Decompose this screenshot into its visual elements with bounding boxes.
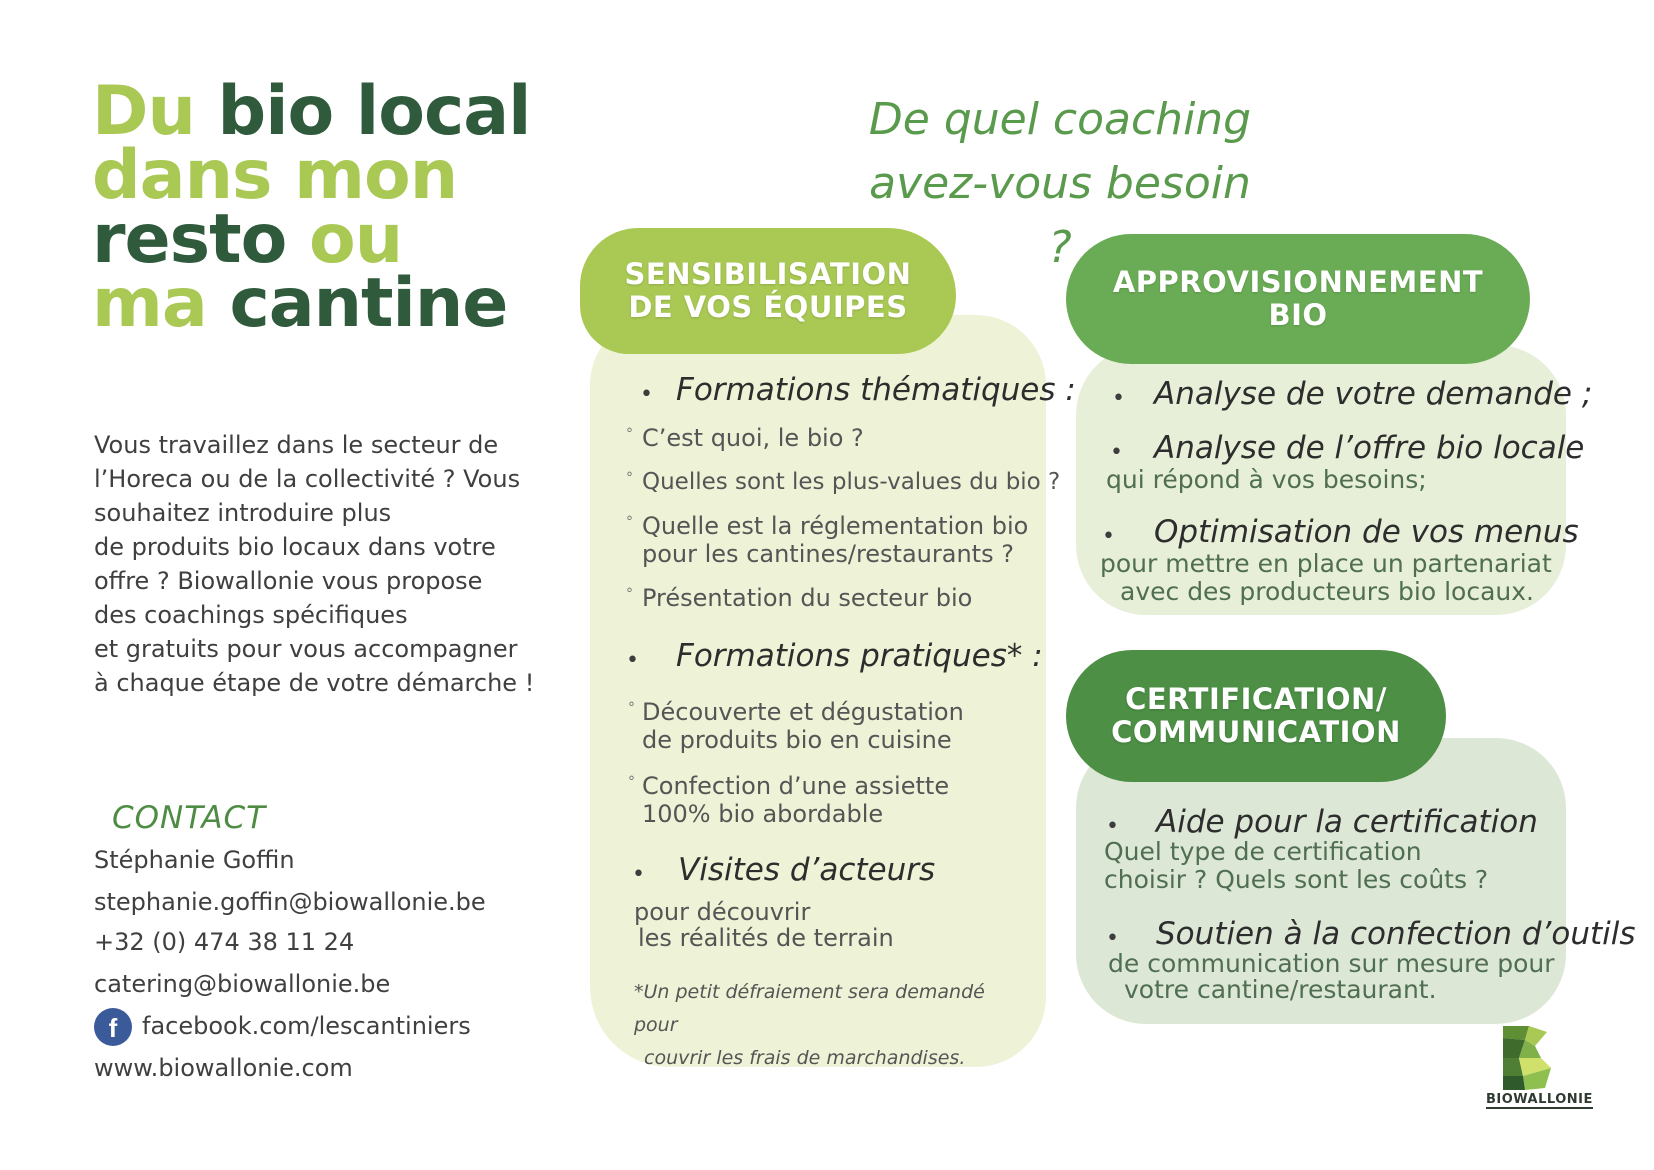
section1-item: pour les cantines/restaurants ? bbox=[642, 540, 1014, 568]
intro-line: de produits bio locaux dans votre bbox=[94, 533, 496, 561]
sub-marker: ° bbox=[628, 774, 635, 790]
contact-email-link[interactable]: stephanie.goffin@biowallonie.be bbox=[94, 888, 486, 916]
footnote-line: *Un petit défraiement sera demandé pour bbox=[634, 981, 985, 1036]
section2-heading-2: Analyse de l’offre bio locale bbox=[1154, 430, 1585, 466]
section1-item: Quelles sont les plus-values du bio ? bbox=[642, 469, 1061, 495]
section1-item: Quelle est la réglementation bio bbox=[642, 512, 1029, 540]
bullet-dot: • bbox=[1106, 926, 1119, 951]
section-title-sensibilisation bbox=[580, 228, 956, 354]
intro-paragraph bbox=[94, 428, 535, 700]
logo-label: BIOWALLONIE bbox=[1486, 1092, 1593, 1107]
section1-item: de produits bio en cuisine bbox=[642, 726, 952, 754]
section2-item: qui répond à vos besoins; bbox=[1106, 465, 1427, 494]
section1-item: Présentation du secteur bio bbox=[642, 584, 973, 612]
website-link[interactable]: www.biowallonie.com bbox=[94, 1054, 353, 1082]
section3-item: de communication sur mesure pour bbox=[1108, 949, 1555, 978]
sub-marker: ° bbox=[626, 586, 633, 602]
pill-line: COMMUNICATION bbox=[1111, 715, 1401, 749]
facebook-icon[interactable]: f bbox=[94, 1008, 132, 1046]
section1-item: les réalités de terrain bbox=[638, 924, 894, 952]
coaching-title-line: De quel coaching bbox=[868, 94, 1252, 145]
bullet-dot: • bbox=[626, 648, 639, 673]
pill-line: APPROVISIONNEMENT bbox=[1112, 265, 1484, 299]
bullet-dot: • bbox=[640, 382, 653, 407]
section1-heading-2: Formations pratiques* : bbox=[676, 638, 1043, 674]
headline-word: bio local bbox=[217, 72, 531, 151]
section1-heading-3: Visites d’acteurs bbox=[678, 852, 936, 888]
pill-line: BIO bbox=[1268, 298, 1328, 332]
section3-item: choisir ? Quels sont les coûts ? bbox=[1104, 865, 1489, 894]
sub-marker: ° bbox=[628, 700, 635, 716]
contact-title: CONTACT bbox=[112, 800, 267, 836]
footnote-line: couvrir les frais de marchandises. bbox=[644, 1047, 966, 1069]
section3-heading-1: Aide pour la certification bbox=[1156, 804, 1538, 840]
section3-item: Quel type de certification bbox=[1104, 837, 1422, 866]
contact-name: Stéphanie Goffin bbox=[94, 846, 295, 874]
intro-line: offre ? Biowallonie vous propose bbox=[94, 567, 483, 595]
intro-line: et gratuits pour vous accompagner bbox=[94, 635, 518, 663]
biowallonie-logo-icon bbox=[1495, 1024, 1585, 1096]
section-title-approvisionnement bbox=[1066, 234, 1530, 364]
contact-phone[interactable]: +32 (0) 474 38 11 24 bbox=[94, 928, 355, 956]
headline-word: ma bbox=[92, 264, 207, 343]
section2-heading-3: Optimisation de vos menus bbox=[1154, 514, 1579, 550]
pill-line: CERTIFICATION/ bbox=[1125, 682, 1387, 716]
section1-item: Découverte et dégustation bbox=[642, 698, 964, 726]
headline-word: cantine bbox=[229, 264, 508, 343]
catering-email-link[interactable]: catering@biowallonie.be bbox=[94, 970, 391, 998]
bullet-dot: • bbox=[632, 862, 645, 887]
bullet-dot: • bbox=[1110, 440, 1123, 465]
section2-heading-1: Analyse de votre demande ; bbox=[1154, 376, 1593, 412]
bullet-dot: • bbox=[1102, 524, 1115, 549]
bullet-dot: • bbox=[1112, 386, 1125, 411]
section-title-certification bbox=[1066, 650, 1446, 782]
section1-item: 100% bio abordable bbox=[642, 800, 884, 828]
section3-item: votre cantine/restaurant. bbox=[1124, 975, 1437, 1004]
section1-item: pour découvrir bbox=[634, 898, 811, 926]
pill-line: SENSIBILISATION bbox=[624, 257, 912, 291]
pill-line: DE VOS ÉQUIPES bbox=[628, 290, 908, 324]
sub-marker: ° bbox=[626, 426, 633, 442]
section2-item: pour mettre en place un partenariat bbox=[1100, 549, 1552, 578]
section3-heading-2: Soutien à la confection d’outils bbox=[1156, 916, 1636, 952]
headline bbox=[92, 72, 531, 343]
logo-mark bbox=[1495, 1024, 1565, 1092]
bullet-dot: • bbox=[1106, 814, 1119, 839]
section2-item: avec des producteurs bio locaux. bbox=[1120, 577, 1534, 606]
headline-word: ou bbox=[309, 200, 403, 279]
footnote bbox=[634, 976, 1034, 1075]
headline-word: Du bbox=[92, 72, 195, 151]
intro-line: souhaitez introduire plus bbox=[94, 499, 392, 527]
headline-word: resto bbox=[92, 200, 287, 279]
section1-item: Confection d’une assiette bbox=[642, 772, 950, 800]
section1-item: C’est quoi, le bio ? bbox=[642, 424, 864, 452]
intro-line: Vous travaillez dans le secteur de bbox=[94, 431, 499, 459]
sub-marker: ° bbox=[626, 470, 633, 486]
intro-line: l’Horeca ou de la collectivité ? Vous bbox=[94, 465, 521, 493]
section1-heading-1: Formations thématiques : bbox=[676, 372, 1076, 408]
facebook-link[interactable]: facebook.com/lescantiniers bbox=[142, 1012, 471, 1040]
sub-marker: ° bbox=[626, 514, 633, 530]
intro-line: des coachings spécifiques bbox=[94, 601, 408, 629]
intro-line: à chaque étape de votre démarche ! bbox=[94, 669, 535, 697]
coaching-title-line: avez-vous besoin ? bbox=[869, 158, 1251, 273]
headline-word: dans mon bbox=[92, 136, 458, 215]
